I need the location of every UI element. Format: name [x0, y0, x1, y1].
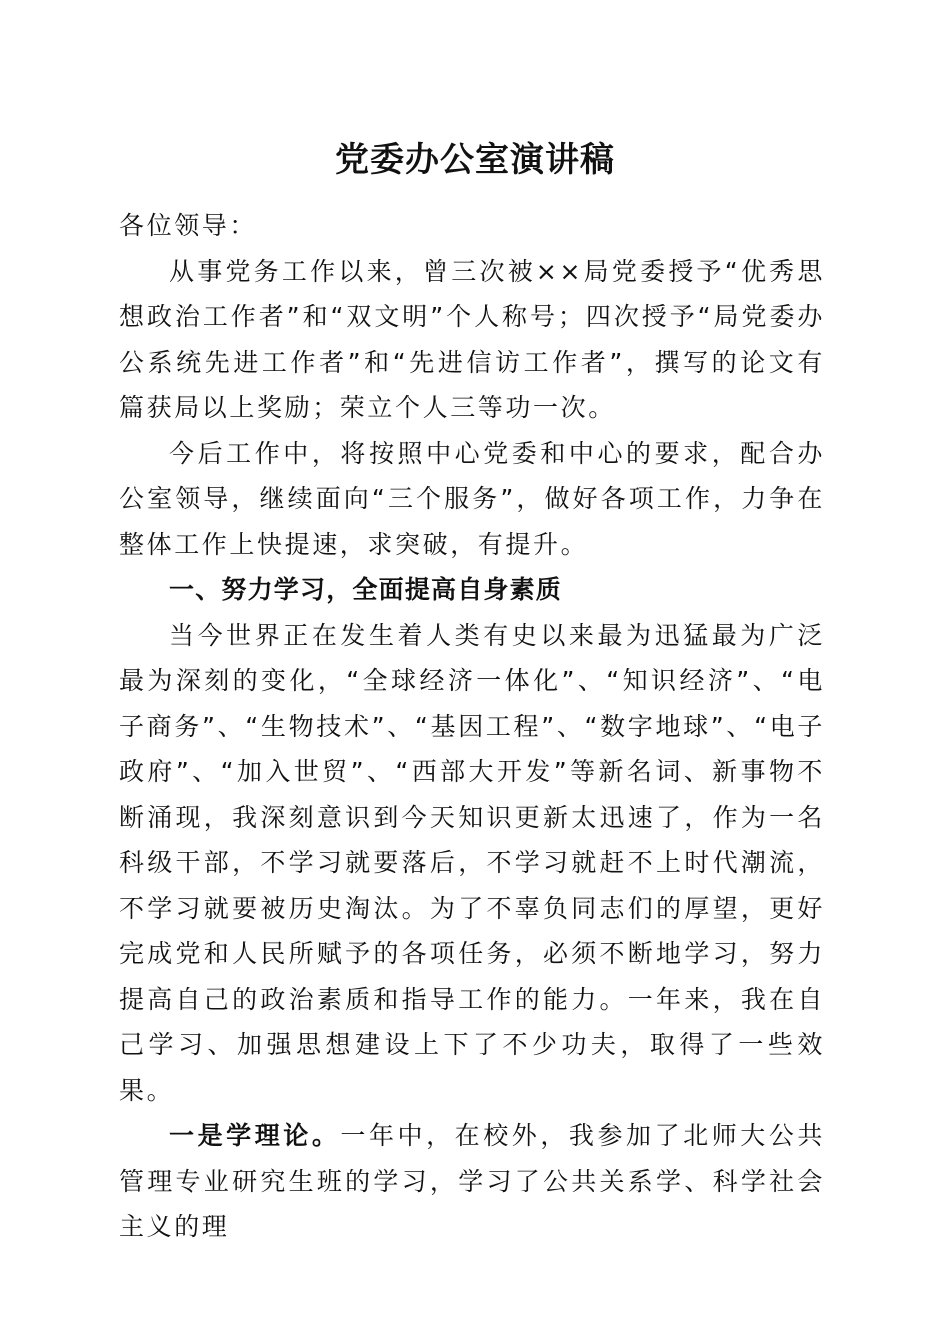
paragraph-honors: 从事党务工作以来，曾三次被××局党委授予“优秀思想政治工作者”和“双文明”个人称号；四次授予“局党委办公系统先进工作者”和“先进信访工作者”，撰写的论文有篇获局以上奖励；荣立个人三等功一次。 — [119, 256, 825, 422]
paragraph-lead-phrase: 一是学理论。 — [169, 1121, 341, 1150]
paragraph-future-work: 今后工作中，将按照中心党委和中心的要求，配合办公室领导，继续面向“三个服务”，做好各项工作，力争在整体工作上快提速，求突破，有提升。 — [119, 438, 825, 559]
paragraph-theory-study — [119, 1113, 825, 1250]
paragraph-theory-text: 一年中，在校外，我参加了北师大公共管理专业研究生班的学习，学习了公共关系学、科学社会主义的理 — [119, 1121, 826, 1241]
salutation: 各位领导： — [119, 211, 258, 240]
section-heading-study: 一、努力学习，全面提高自身素质 — [169, 575, 563, 604]
paragraph-changing-world: 当今世界正在发生着人类有史以来最为迅猛最为广泛最为深刻的变化，“全球经济一体化”、“知识经济”、“电子商务”、“生物技术”、“基因工程”、“数字地球”、“电子政府”、“加入世贸”、“西部大开发”等新名词、新事物不断涌现，我深刻意识到今天知识更新太迅速了，作为一名科级干部，不学习就要落后，不学习就赶不上时代潮流，不学习就要被历史淘汰。为了不辜负同志们的厚望，更好完成党和人民所赋予的各项任务，必须不断地学习，努力提高自己的政治素质和指导工作的能力。一年来，我在自己学习、加强思想建设上下了不少功夫，取得了一些效果。 — [119, 620, 825, 1105]
document-body — [119, 203, 825, 1250]
document-title: 党委办公室演讲稿 — [335, 140, 615, 180]
